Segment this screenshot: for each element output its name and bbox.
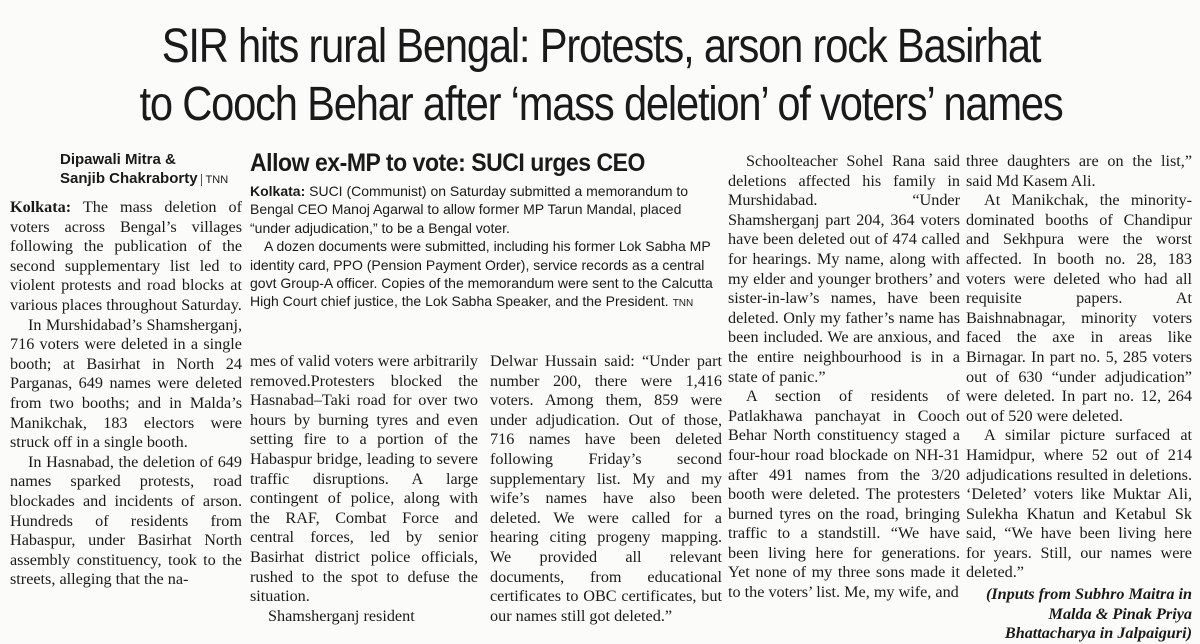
sidebar-paragraph-2 [250,237,720,314]
article-column-1 [10,198,242,590]
article-paragraph: Shamsherganj resident [268,606,415,625]
sidebar-dateline: Kolkata: [250,183,306,199]
article-paragraph: mes of valid voters were arbitrarily removed.Protesters blocked the Hasnabad–Taki road for over two hours by burning tyres and even setting fire to a portion of the Habaspur bridge, leading to severe traffic disruptions. A large contingent of police, along with the RAF, Combat Force and central forces, led by senior Basirhat district police officials, rushed to the spot to defuse the situation. [250,352,478,606]
article-paragraph: A similar picture surfaced at Hamidpur, where 52 out of 214 adjudications resulted in deletions. ‘Deleted’ voters like Muktar Ali, Sulekha Khatun and Ketabul Sk said, “We have been living here for years. Still, our names were deleted.” [966,426,1192,582]
article-column-5 [966,152,1192,644]
article-paragraph: In Murshidabad’s Shamsherganj, 716 voters were deleted in a single booth; at Basirhat in North 24 Parganas, 649 names were deleted from two booths; and in Malda’s Manikchak, 183 electors were struck off in a single booth. [10,315,242,452]
article-column-4 [728,152,960,603]
article-column-2 [250,352,478,626]
sidebar-title: Allow ex-MP to vote: SUCI urges CEO [250,149,645,177]
article-paragraph: At Manikchak, the minority-dominated booths of Chandipur and Sekhpura were the worst affected. In booth no. 28, 183 voters were deleted who had all requisite papers. At Baishnabnagar, minority voters faced the axe in areas like Birnagar. In part no. 5, 285 voters out of 630 “under adjudication” were deleted. In part no. 12, 264 out of 520 were deleted. [966,191,1192,425]
byline-author-2: Sanjib Chakraborty [60,170,198,187]
sidebar-agency: TNN [672,298,694,310]
article-paragraph: Schoolteacher Sohel Rana said deletions affected his family in Murshidabad. “Under Shamsherganj part 204, 364 voters have been deleted out of 474 called for hearings. My name, along with my elder and younger brothers’ and sister-in-law’s names, have been deleted. Only my father’s name has been included. We are anxious, and the entire neighbourhood is in a state of panic.” [728,152,960,386]
article-column-3 [490,352,722,626]
byline-author-1: Dipawali Mitra & [60,151,176,168]
article-paragraph [10,198,242,316]
sidebar-paragraph-1 [250,182,720,237]
sidebar-story [250,148,720,314]
article-paragraph: In Hasnabad, the deletion of 649 names sparked protests, road blockades and incidents of arson. Hundreds of residents from Habaspur, under Basirhat North assembly constituency, took to the streets, alleging that the na- [10,452,242,589]
byline-agency: TNN [201,174,229,186]
article-paragraph: Delwar Hussain said: “Under part number 200, there were 1,416 voters. Among them, 859 were under adjudication. Out of those, 716 names have been deleted following Friday’s second supplementary list. My and my wife’s names have also been deleted. We were called for a hearing citing progeny mapping. We provided all relevant documents, from educational certificates to OBC certificates, but our names still got deleted.” [490,352,722,625]
article-paragraph: A section of residents of Patlakhawa panchayat in Cooch Behar North constituency staged a four-hour road blockade on NH-31 after 491 names from the 3/20 booth were deleted. The protesters burned tyres on the road, bringing traffic to a standstill. “We have been living here for generations. Yet none of my three sons made it to the voters’ list. Me, my wife, and [728,387,960,602]
article-credit: (Inputs from Subhro Maitra in Malda & Pinak Priya Bhattacharya in Jalpaiguri) [985,585,1192,643]
headline-line-2: to Cooch Behar after ‘mass deletion’ of voters’ names [139,77,1063,131]
byline [60,150,230,190]
article-paragraph: three daughters are on the list,” said Md Kasem Ali. [966,152,1192,190]
sidebar-text-1: SUCI (Communist) on Saturday submitted a memorandum to Bengal CEO Manoj Agarwal to allow former MP Tarun Mandal, placed “under adjudication,” to be a Bengal voter. [250,183,689,236]
article-dateline: Kolkata: [10,198,72,216]
headline-line-1: SIR hits rural Bengal: Protests, arson rock Basirhat [161,19,1041,73]
sidebar-text-2: A dozen documents were submitted, including his former Lok Sabha MP identity card, PPO (Pension Payment Order), service records as a central govt Group-A officer. Copies of the memorandum were sent to the Calcutta High Court chief justice, the Lok Sabha Speaker, and the President. [250,238,713,310]
article-text: The mass deletion of voters across Bengal’s villages following the publication of the second supplementary list led to violent protests and road blocks at various places throughout Saturday. [10,198,242,314]
